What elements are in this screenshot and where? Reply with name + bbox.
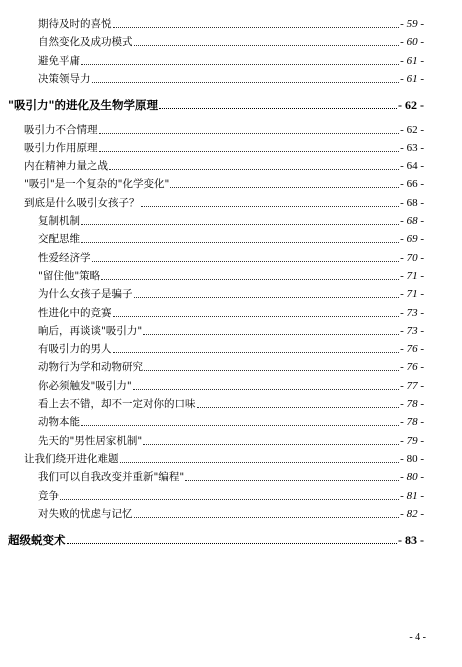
toc-entry-page: - 60 - [400,36,424,49]
toc-entry-page: - 78 - [400,416,424,429]
toc-subsection-entry[interactable] [38,504,424,522]
toc-entry-title: 动物本能 [38,416,80,429]
toc-section-entry[interactable] [24,138,424,156]
toc-subsection-entry[interactable] [38,229,424,247]
toc-dot-leader [197,407,400,408]
toc-entry-title: 性进化中的竞赛 [38,306,112,319]
toc-dot-leader [109,169,399,170]
toc-subsection-entry[interactable] [38,51,424,69]
toc-entry-title: "吸引力"的进化及生物学原理 [8,98,158,113]
toc-subsection-entry[interactable] [38,69,424,87]
toc-dot-leader [99,133,400,134]
toc-subsection-entry[interactable] [38,321,424,339]
toc-dot-leader [81,242,399,243]
toc-entry-page: - 82 - [400,507,424,520]
toc-entry-page: - 63 - [400,141,424,154]
toc-entry-title: "留住他"策略 [38,269,101,282]
toc-entry-page: - 66 - [400,178,424,191]
page-number: - 4 - [409,632,426,643]
toc-entry-page: - 83 - [398,533,424,548]
toc-entry-page: - 81 - [400,489,424,502]
toc-dot-leader [159,108,397,109]
toc-entry-title: 竞争 [38,489,59,502]
toc-entry-page: - 62 - [400,123,424,136]
toc-dot-leader [99,151,400,152]
toc-subsection-entry[interactable] [38,376,424,394]
toc-entry-title: 吸引力作用原理 [24,141,98,154]
toc-dot-leader [120,462,400,463]
toc-entry-title: 你必须触发"吸引力" [38,379,132,392]
toc-entry-page: - 71 - [400,269,424,282]
toc-dot-leader [81,425,399,426]
toc-dot-leader [92,82,400,83]
toc-dot-leader [141,206,400,207]
toc-entry-page: - 73 - [400,324,424,337]
toc-entry-page: - 76 - [400,343,424,356]
toc-entry-title: 动物行为学和动物研究 [38,361,143,374]
toc-entry-title: 交配思维 [38,233,80,246]
toc-entry-page: - 62 - [398,98,424,113]
toc-subsection-entry[interactable] [38,357,424,375]
toc-entry-title: 避免平庸 [38,54,80,67]
toc-entry-title: 对失败的忧虑与记忆 [38,507,133,520]
toc-entry-title: 晌后，再谈谈"吸引力" [38,324,143,337]
toc-entry-page: - 73 - [400,306,424,319]
toc-dot-leader [134,517,400,518]
toc-section-entry[interactable] [24,193,424,211]
toc-entry-title: 为什么女孩子是骗子 [38,288,133,301]
toc-dot-leader [133,389,400,390]
toc-subsection-entry[interactable] [38,412,424,430]
toc-entry-title: 有吸引力的男人 [38,343,112,356]
toc-entry-title: 看上去不错，却不一定对你的口味 [38,398,196,410]
toc-entry-page: - 78 - [400,398,424,410]
toc-entry-page: - 61 - [400,72,424,85]
toc-dot-leader [60,499,399,500]
toc-dot-leader [143,334,399,335]
toc-entry-title: 性爱经济学 [38,251,91,264]
toc-entry-title: 我们可以自我改变并重新"编程" [38,471,185,484]
toc-subsection-entry[interactable] [38,14,424,32]
toc-subsection-entry[interactable] [38,211,424,229]
toc-entry-title: 到底是什么吸引女孩子？ [24,196,140,209]
toc-subsection-entry[interactable] [38,248,424,266]
toc-entry-title: 自然变化及成功模式 [38,36,133,49]
toc-entry-title: 超级蜕变术 [8,533,66,548]
toc-subsection-entry[interactable] [38,431,424,449]
toc-entry-page: - 79 - [400,434,424,447]
toc-dot-leader [81,64,399,65]
toc-subsection-entry[interactable] [38,303,424,321]
toc-entry-page: - 80 - [400,471,424,484]
toc-subsection-entry[interactable] [38,467,424,485]
toc-subsection-entry[interactable] [38,486,424,504]
toc-dot-leader [185,480,399,481]
toc-dot-leader [92,261,400,262]
toc-entry-page: - 80 - [400,452,424,465]
toc-subsection-entry[interactable] [38,266,424,284]
toc-subsection-entry[interactable] [38,394,424,412]
toc-entry-page: - 76 - [400,361,424,374]
toc-entry-page: - 68 - [400,196,424,209]
toc-dot-leader [101,279,399,280]
toc-chapter-entry[interactable] [8,530,424,548]
toc-entry-title: 期待及时的喜悦 [38,18,112,30]
toc-entry-title: "吸引"是一个复杂的"化学变化" [24,178,170,191]
toc-entry-title: 内在精神力量之战 [24,160,108,173]
toc-entry-title: 决策领导力 [38,72,91,85]
toc-dot-leader [144,370,399,371]
toc-subsection-entry[interactable] [38,32,424,50]
toc-section-entry[interactable] [24,156,424,174]
toc-dot-leader [170,187,399,188]
toc-subsection-entry[interactable] [38,339,424,357]
toc-entry-page: - 68 - [400,215,424,227]
toc-entry-title: 吸引力不合情理 [24,123,98,136]
toc-dot-leader [143,444,399,445]
toc-entry-title: 让我们绕开进化难题 [24,452,119,465]
toc-dot-leader [113,27,400,28]
toc-entry-page: - 70 - [400,251,424,264]
toc-entry-page: - 59 - [400,18,424,30]
toc-entry-title: 先天的"男性居家机制" [38,434,143,447]
toc-section-entry[interactable] [24,449,424,467]
toc-entry-page: - 77 - [400,379,424,392]
toc-entry-page: - 71 - [400,288,424,301]
toc-dot-leader [113,316,400,317]
toc-dot-leader [134,297,400,298]
toc-entry-page: - 61 - [400,54,424,67]
toc-dot-leader [81,224,399,225]
toc-entry-title: 复制机制 [38,215,80,227]
toc-section-entry[interactable] [24,120,424,138]
toc-section-entry[interactable] [24,174,424,192]
toc-dot-leader [134,45,400,46]
toc-dot-leader [113,352,400,353]
toc-subsection-entry[interactable] [38,284,424,302]
toc-dot-leader [67,543,398,544]
toc-chapter-entry[interactable] [8,95,424,113]
toc-entry-page: - 64 - [400,160,424,173]
toc-entry-page: - 69 - [400,233,424,246]
